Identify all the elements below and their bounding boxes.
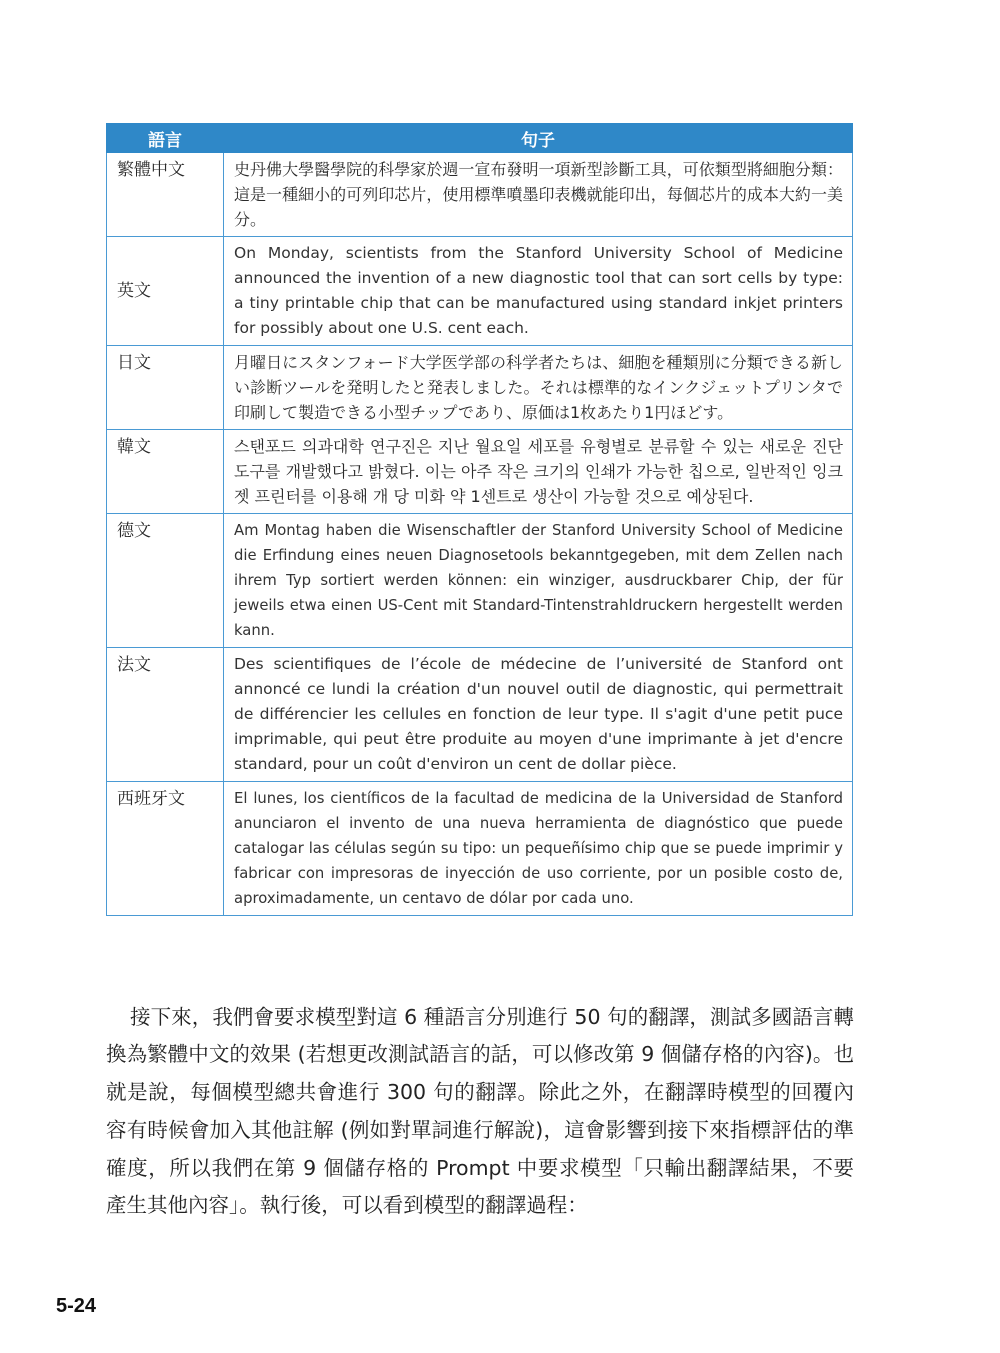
language-cell: 繁體中文 [107,153,224,237]
language-cell: 日文 [107,346,224,430]
header-sentence: 句子 [224,124,853,153]
sentence-cell: On Monday, scientists from the Stanford University School of Medicine announced the invention of a new diagnostic tool that can sort cells by type: a tiny printable chip that can be manufactured using standard inkjet printers for possibly about one U.S. cent each. [224,237,853,346]
table-header-row [107,124,853,153]
language-cell: 德文 [107,514,224,648]
table-row [107,514,853,648]
table-row [107,153,853,237]
sentence-cell: 史丹佛大學醫學院的科學家於週一宣布發明一項新型診斷工具，可依類型將細胞分類：這是一種細小的可列印芯片，使用標準噴墨印表機就能印出，每個芯片的成本大約一美分。 [224,153,853,237]
header-language: 語言 [107,124,224,153]
sentence-cell: Des scientifiques de l’école de médecine de l’université de Stanford ont annoncé ce lundi la création d'un nouvel outil de diagnostic, qui permettrait de différencier les cellules en fonction de leur type. Il s'agit d'une petit puce imprimable, qui peut être produite au moyen d'une imprimante à jet d'encre standard, pour un coût d'environ un cent de dollar pièce. [224,648,853,782]
language-sentence-table [106,123,853,916]
table-row [107,648,853,782]
table-row [107,430,853,514]
table-row [107,237,853,346]
language-cell: 法文 [107,648,224,782]
table-row [107,346,853,430]
page-number: 5-24 [56,1295,97,1317]
language-cell: 西班牙文 [107,782,224,916]
language-cell: 韓文 [107,430,224,514]
sentence-cell: Am Montag haben die Wisenschaftler der Stanford University School of Medicine die Erfindung eines neuen Diagnosetools bekanntgegeben, mit dem Zellen nach ihrem Typ sortiert werden können: ein winziger, ausdruckbarer Chip, der für jeweils etwa einen US-Cent mit Standard-Tintenstrahldruckern hergestellt werden kann. [224,514,853,648]
table-row [107,782,853,916]
body-paragraph: 接下來，我們會要求模型對這 6 種語言分別進行 50 句的翻譯，測試多國語言轉換為繁體中文的效果 (若想更改測試語言的話，可以修改第 9 個儲存格的內容)。也就是說，每個模型總共會進行 300 句的翻譯。除此之外，在翻譯時模型的回覆內容有時候會加入其他註解 (例如對單詞進行解說)，這會影響到接下來指標評估的準確度，所以我們在第 9 個儲存格的 Prompt 中要求模型「只輸出翻譯結果，不要產生其他內容」。執行後，可以看到模型的翻譯過程： [106,1004,854,1218]
language-cell: 英文 [107,237,224,346]
sentence-cell: 月曜日にスタンフォード大学医学部の科学者たちは、細胞を種類別に分類できる新しい診断ツールを発明したと発表しました。それは標準的なインクジェットプリンタで印刷して製造できる小型チップであり、原価は1枚あたり1円ほどす。 [224,346,853,430]
sentence-cell: 스탠포드 의과대학 연구진은 지난 월요일 세포를 유형별로 분류할 수 있는 새로운 진단도구를 개발했다고 밝혔다. 이는 아주 작은 크기의 인쇄가 가능한 칩으로, 일반적인 잉크젯 프린터를 이용해 개 당 미화 약 1센트로 생산이 가능할 것으로 예상된다. [224,430,853,514]
sentence-cell: El lunes, los científicos de la facultad de medicina de la Universidad de Stanford anunciaron el invento de una nueva herramienta de diagnóstico que puede catalogar las células según su tipo: un pequeñísimo chip que se puede imprimir y fabricar con impresoras de inyección de uso corriente, por un posible costo de, aproximadamente, un centavo de dólar por cada uno. [224,782,853,916]
